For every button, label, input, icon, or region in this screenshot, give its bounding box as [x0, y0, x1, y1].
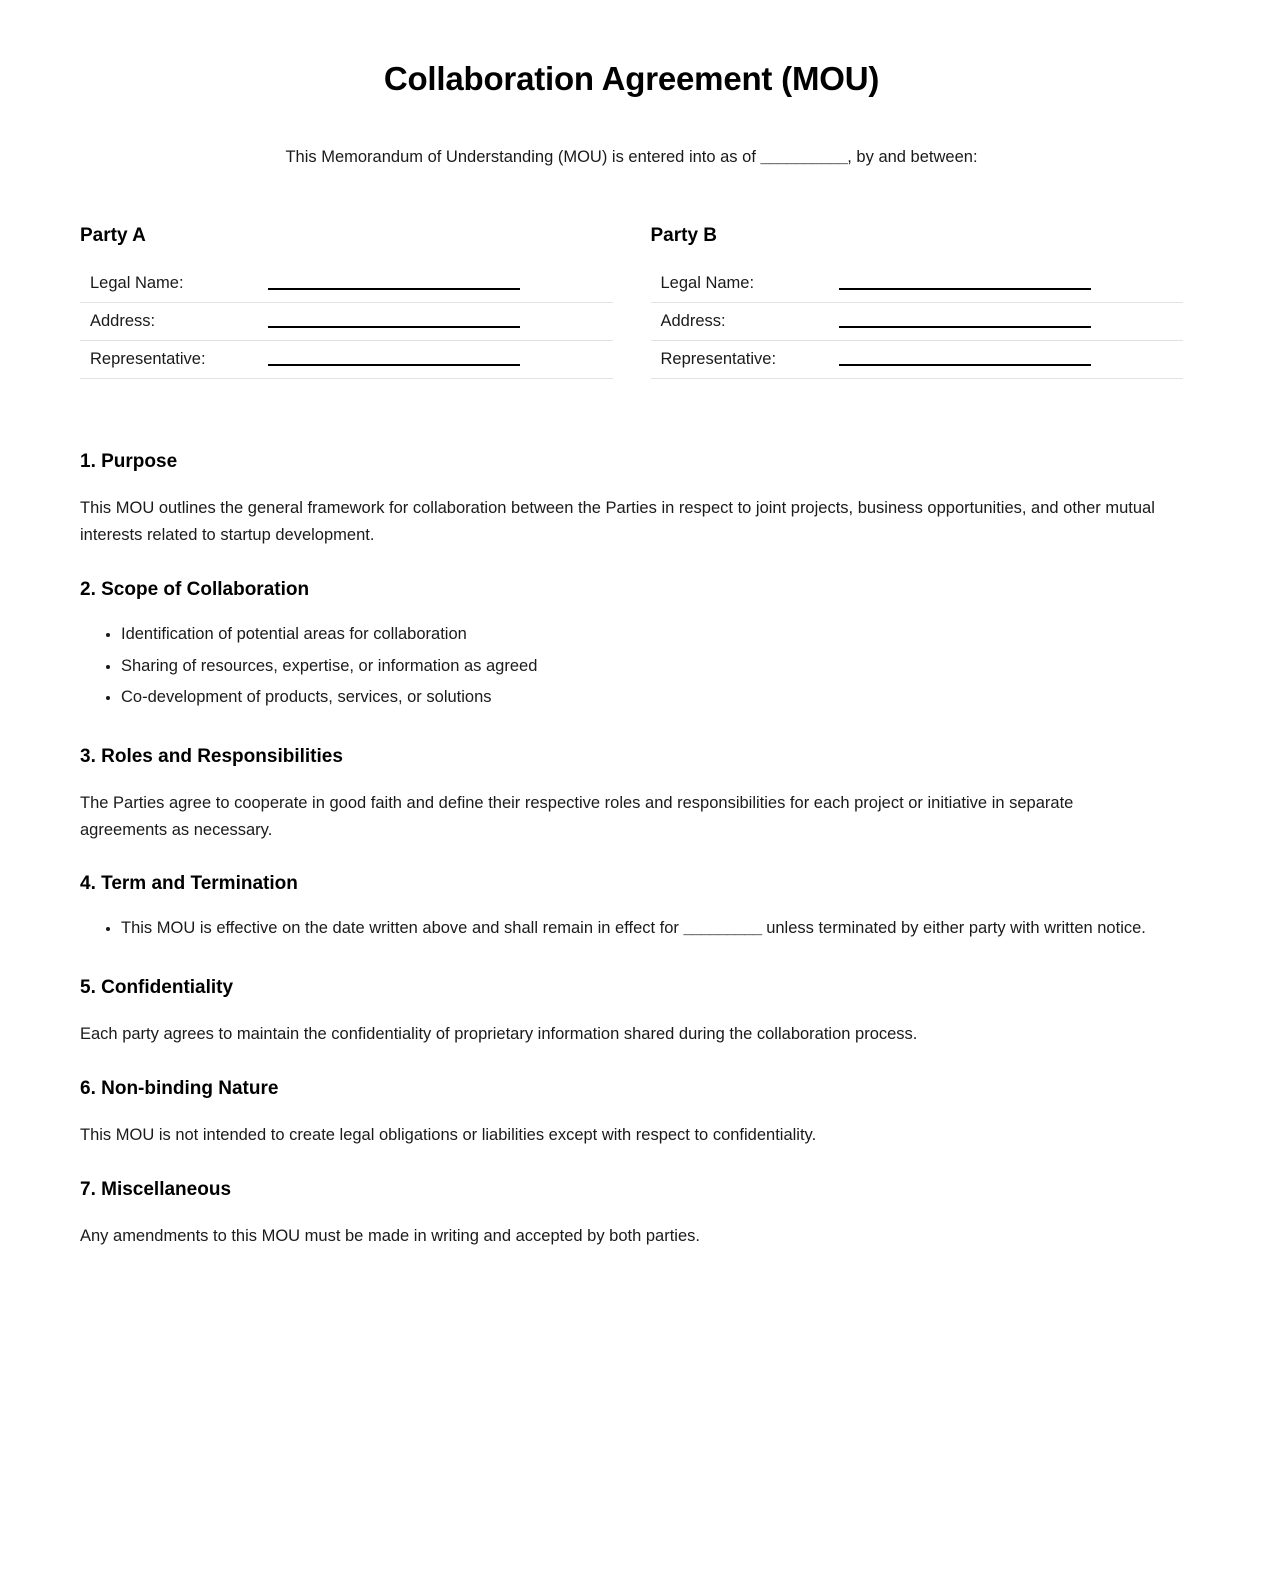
party-b-address-label: Address: — [651, 303, 839, 341]
party-b-table — [651, 265, 1184, 379]
party-a-legal-name-label: Legal Name: — [80, 265, 268, 303]
section-confidentiality-heading: 5. Confidentiality — [80, 977, 234, 999]
party-b-title: Party B — [650, 225, 718, 247]
party-a-address-field[interactable] — [268, 303, 613, 341]
party-a-representative-label: Representative: — [80, 341, 268, 379]
section-miscellaneous — [80, 1149, 1183, 1250]
section-roles-body: The Parties agree to cooperate in good faith and define their respective roles and responsibilities for each project or initiative in separate agreements as necessary. — [80, 793, 1074, 839]
section-term-list — [80, 915, 1183, 942]
table-row — [651, 341, 1184, 379]
party-b-address-field[interactable] — [839, 303, 1184, 341]
section-purpose — [80, 451, 1183, 548]
party-a-table — [80, 265, 613, 379]
section-purpose-heading: 1. Purpose — [80, 451, 178, 473]
table-row — [651, 303, 1184, 341]
term-text-after-blank: unless terminated by either party with written notice. — [761, 919, 1146, 938]
section-scope — [80, 549, 1183, 711]
section-miscellaneous-heading: 7. Miscellaneous — [80, 1178, 232, 1200]
party-b-legal-name-field[interactable] — [839, 265, 1184, 303]
fill-in-line[interactable] — [268, 364, 520, 366]
section-purpose-body: This MOU outlines the general framework for collaboration between the Parties in respect to joint projects, business opportunities, and other mutual interests related to startup development. — [80, 499, 1155, 545]
page-title: Collaboration Agreement (MOU) — [383, 60, 880, 97]
section-roles — [80, 716, 1183, 843]
fill-in-line[interactable] — [268, 326, 520, 328]
section-scope-heading: 2. Scope of Collaboration — [80, 578, 310, 600]
term-duration-blank[interactable]: _________ — [683, 919, 762, 938]
term-text-before-blank: This MOU is effective on the date written above and shall remain in effect for — [121, 919, 684, 938]
section-scope-list — [80, 621, 1183, 711]
party-a-representative-field[interactable] — [268, 341, 613, 379]
section-confidentiality — [80, 947, 1183, 1048]
section-non-binding — [80, 1048, 1183, 1149]
party-b-representative-field[interactable] — [839, 341, 1184, 379]
table-row — [651, 265, 1184, 303]
table-row — [80, 341, 613, 379]
list-item — [121, 915, 1151, 942]
parties-section — [80, 170, 1183, 379]
fill-in-line[interactable] — [839, 364, 1091, 366]
effective-date-blank[interactable]: __________ — [760, 148, 848, 166]
section-roles-heading: 3. Roles and Responsibilities — [80, 745, 343, 767]
intro-text-before-blank: This Memorandum of Understanding (MOU) is entered into as of — [285, 148, 761, 166]
party-a-address-label: Address: — [80, 303, 268, 341]
party-a-block — [80, 225, 613, 379]
section-term-heading: 4. Term and Termination — [80, 873, 298, 895]
section-non-binding-heading: 6. Non-binding Nature — [80, 1077, 279, 1099]
party-a-title: Party A — [80, 225, 146, 247]
section-term — [80, 843, 1183, 942]
fill-in-line[interactable] — [839, 288, 1091, 290]
list-item: • Co-development of products, services, or solutions — [121, 684, 1183, 711]
party-b-block — [651, 225, 1184, 379]
section-non-binding-body: This MOU is not intended to create legal obligations or liabilities except with respect to confidentiality. — [80, 1125, 817, 1144]
section-miscellaneous-body: Any amendments to this MOU must be made in writing and accepted by both parties. — [80, 1226, 700, 1245]
party-a-legal-name-field[interactable] — [268, 265, 613, 303]
list-item: • Identification of potential areas for collaboration — [121, 621, 1183, 648]
party-b-legal-name-label: Legal Name: — [651, 265, 839, 303]
section-confidentiality-body: Each party agrees to maintain the confidentiality of proprietary information shared during the collaboration process. — [80, 1025, 918, 1044]
intro-paragraph — [80, 98, 1183, 170]
clauses-section — [80, 379, 1183, 1249]
list-item: • Sharing of resources, expertise, or information as agreed — [121, 653, 1183, 680]
intro-text-after-blank: , by and between: — [847, 148, 978, 166]
table-row — [80, 303, 613, 341]
fill-in-line[interactable] — [268, 288, 520, 290]
party-b-representative-label: Representative: — [651, 341, 839, 379]
fill-in-line[interactable] — [839, 326, 1091, 328]
table-row — [80, 265, 613, 303]
